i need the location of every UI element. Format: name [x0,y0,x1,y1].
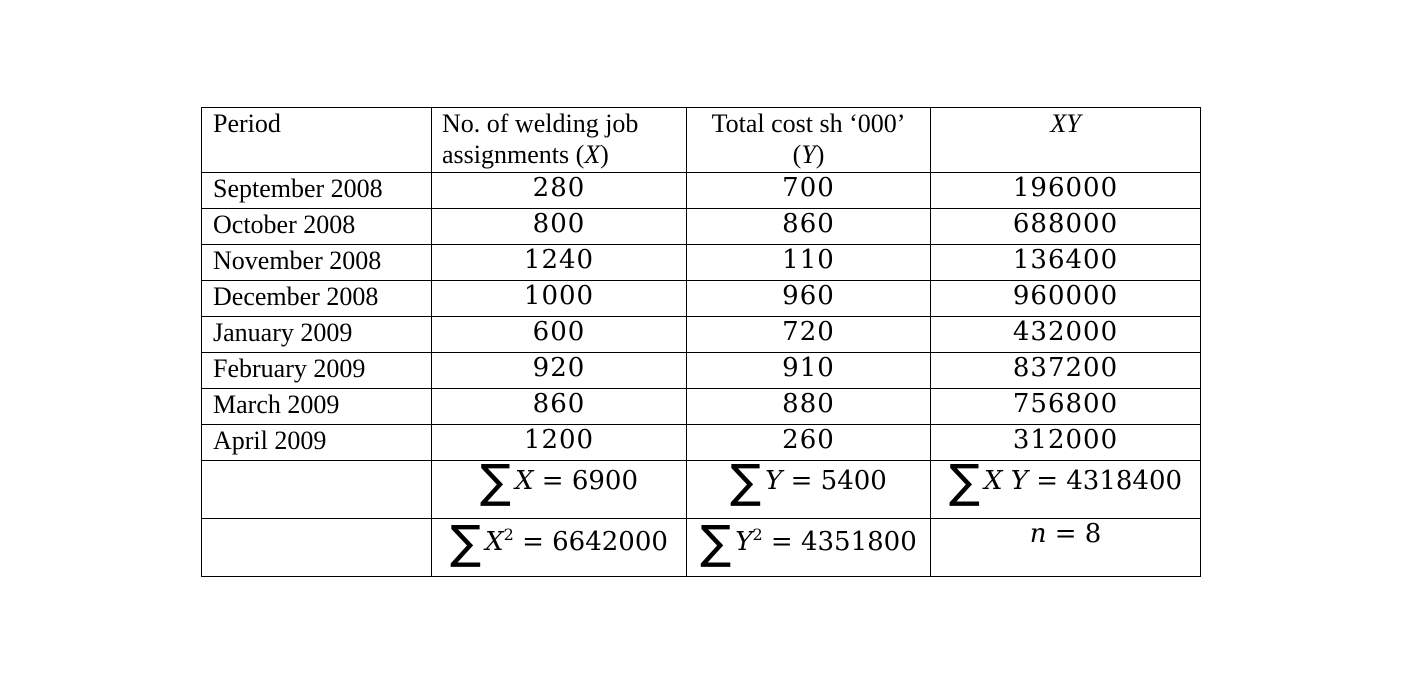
sum-x2-variable: X [485,527,504,557]
sum-y-squared-cell [687,515,931,577]
sigma-symbol: ∑ [700,515,732,569]
sum-x-value: = 6900 [541,466,638,496]
header-xy [931,108,1201,173]
sum-x-variable: X [515,466,534,496]
table-row [202,245,1201,281]
x-cell: 800 [432,209,687,245]
header-x-variable: X [584,140,601,169]
table-row [202,281,1201,317]
sum-y2-variable: Y [735,527,753,557]
x-cell: 280 [432,173,687,209]
n-cell [931,519,1201,577]
x-cell: 600 [432,317,687,353]
header-x [432,108,687,173]
sigma-symbol: ∑ [730,454,762,508]
y-cell: 260 [687,425,931,461]
x-cell: 1000 [432,281,687,317]
empty-cell [202,519,432,577]
y-cell: 110 [687,245,931,281]
header-x-line1: No. of welding job [442,109,639,138]
period-cell: April 2009 [202,425,432,461]
header-y [687,108,931,173]
period-cell: February 2009 [202,353,432,389]
sum-xy-cell [931,454,1201,519]
xy-cell: 312000 [931,425,1201,461]
sum-row-1 [202,461,1201,519]
header-x-line2: assignments ( [442,140,585,169]
period-cell: March 2009 [202,389,432,425]
header-period [202,108,432,173]
xy-cell: 756800 [931,389,1201,425]
period-cell: January 2009 [202,317,432,353]
empty-cell [202,461,432,519]
header-y-variable: Y [801,140,816,169]
x-cell: 1240 [432,245,687,281]
x-cell: 860 [432,389,687,425]
y-cell: 860 [687,209,931,245]
xy-cell: 196000 [931,173,1201,209]
sigma-symbol: ∑ [948,454,980,508]
period-cell: December 2008 [202,281,432,317]
sum-x2-value: = 6642000 [522,527,668,557]
xy-cell: 432000 [931,317,1201,353]
sum-xy-value: = 4318400 [1036,466,1183,496]
sum-y-variable: Y [765,466,783,496]
period-cell: October 2008 [202,209,432,245]
table-row [202,209,1201,245]
table-row [202,173,1201,209]
sum-xy-variable: X Y [983,466,1028,496]
n-value: = 8 [1054,519,1102,549]
y-cell: 910 [687,353,931,389]
y-cell: 960 [687,281,931,317]
table-row [202,425,1201,461]
sum-x-cell [432,454,687,519]
x-cell: 1200 [432,425,687,461]
y-cell: 700 [687,173,931,209]
sum-y2-value: = 4351800 [770,527,917,557]
header-xy-label: XY [1050,109,1081,138]
period-cell: November 2008 [202,245,432,281]
header-row [202,108,1201,173]
sigma-symbol: ∑ [480,454,511,508]
sum-y2-exponent: 2 [752,525,763,544]
header-y-open: ( [792,140,802,169]
y-cell: 880 [687,389,931,425]
table-row [202,389,1201,425]
header-period-label: Period [213,109,281,138]
sum-row-2 [202,519,1201,577]
table-row [202,317,1201,353]
x-cell: 920 [432,353,687,389]
xy-cell: 837200 [931,353,1201,389]
header-y-close: ) [815,140,825,169]
sum-x-squared-cell [432,515,687,577]
table-row [202,353,1201,389]
xy-cell: 960000 [931,281,1201,317]
xy-cell: 688000 [931,209,1201,245]
header-y-line1: Total cost sh ‘000’ [711,109,906,138]
sigma-symbol: ∑ [450,515,482,569]
sum-y-cell [687,454,931,519]
sum-y-value: = 5400 [790,466,887,496]
regression-data-table [201,107,1201,577]
n-variable: n [1029,519,1047,549]
sum-x2-exponent: 2 [503,525,514,544]
header-x-close: ) [600,140,609,169]
xy-cell: 136400 [931,245,1201,281]
period-cell: September 2008 [202,173,432,209]
y-cell: 720 [687,317,931,353]
